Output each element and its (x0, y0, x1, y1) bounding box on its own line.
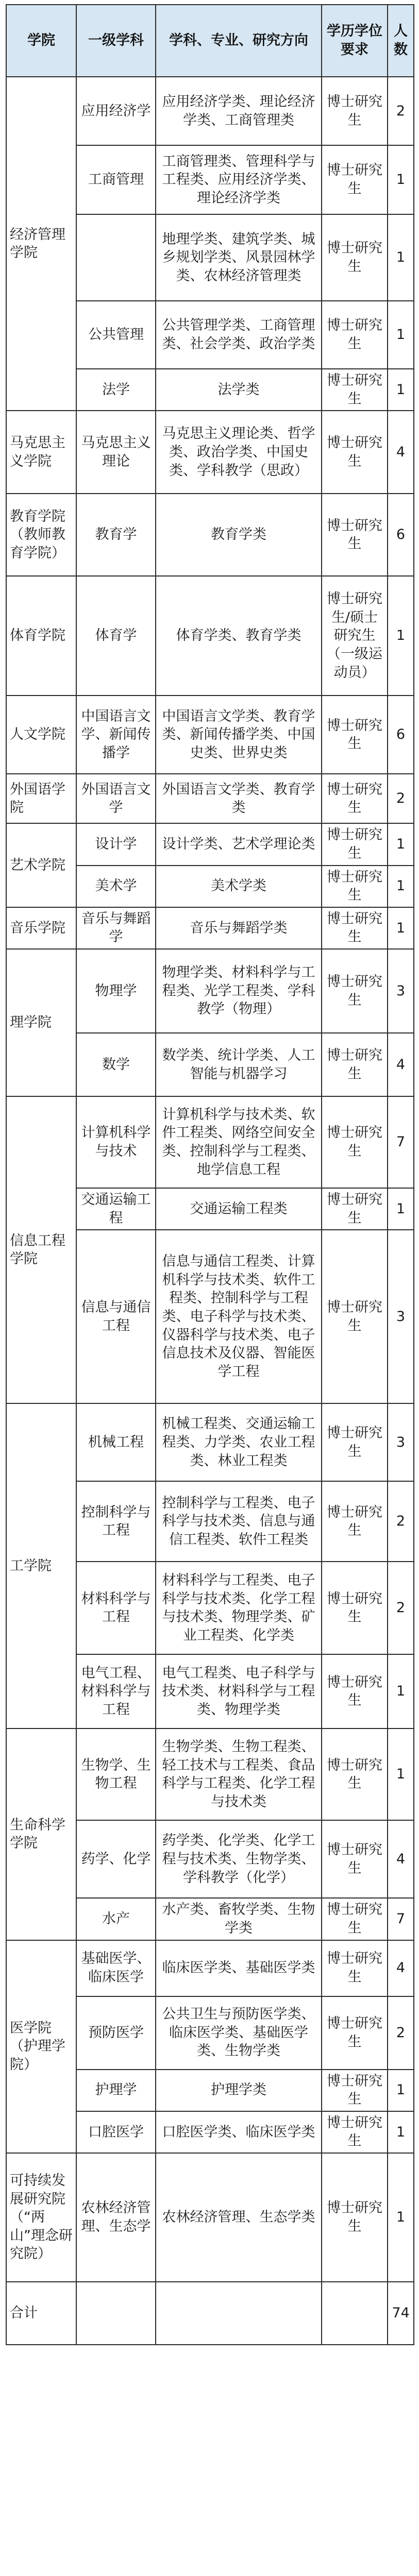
count-cell: 3 (388, 1403, 414, 1481)
college-cell: 外国语学院 (6, 774, 76, 823)
discipline-cell: 工商管理 (76, 145, 156, 214)
count-cell: 1 (388, 214, 414, 301)
direction-cell: 公共管理学类、工商管理类、社会学类、政治学类 (156, 301, 322, 369)
college-cell: 可持续发展研究院（“两山”理念研究院） (6, 2153, 76, 2282)
count-cell: 4 (388, 1820, 414, 1898)
count-cell: 1 (388, 823, 414, 865)
recruitment-table (6, 4, 414, 2345)
direction-cell: 水产类、畜牧学类、生物学类 (156, 1898, 322, 1940)
direction-cell: 材料科学与工程类、电子科学与技术类、化学工程与技术类、物理学类、矿业工程类、化学类 (156, 1562, 322, 1654)
direction-cell: 控制科学与工程类、电子科学与技术类、信息与通信工程类、软件工程类 (156, 1481, 322, 1562)
discipline-cell: 中国语言文学、新闻传播学 (76, 696, 156, 774)
college-cell: 艺术学院 (6, 823, 76, 907)
direction-cell: 公共卫生与预防医学类、临床医学类、基础医学类、生物学类 (156, 1996, 322, 2070)
direction-cell: 交通运输工程类 (156, 1188, 322, 1230)
degree-cell: 博士研究生 (322, 301, 388, 369)
degree-cell: 博士研究生 (322, 1820, 388, 1898)
direction-cell: 生物学类、生物工程类、轻工技术与工程类、食品科学与工程类、化学工程与技术类 (156, 1728, 322, 1820)
count-cell: 4 (388, 411, 414, 494)
college-cell: 音乐学院 (6, 907, 76, 949)
degree-cell: 博士研究生/硕士研究生（一级运动员） (322, 576, 388, 696)
degree-cell: 博士研究生 (322, 2111, 388, 2153)
table-row (6, 907, 414, 949)
direction-cell: 应用经济学类、理论经济学类、工商管理类 (156, 77, 322, 145)
table-row (6, 494, 414, 576)
discipline-cell: 马克思主义理论 (76, 411, 156, 494)
discipline-cell: 护理学 (76, 2070, 156, 2111)
discipline-cell: 材料科学与工程 (76, 1562, 156, 1654)
count-cell: 6 (388, 696, 414, 774)
degree-cell: 博士研究生 (322, 1898, 388, 1940)
degree-cell: 博士研究生 (322, 1188, 388, 1230)
table-row (6, 576, 414, 696)
discipline-cell (76, 214, 156, 301)
count-cell: 1 (388, 2153, 414, 2282)
degree-cell: 博士研究生 (322, 411, 388, 494)
count-cell: 2 (388, 1481, 414, 1562)
discipline-cell: 药学、化学 (76, 1820, 156, 1898)
total-empty-cell (156, 2282, 322, 2345)
degree-cell: 博士研究生 (322, 1096, 388, 1188)
college-cell: 人文学院 (6, 696, 76, 774)
count-cell: 2 (388, 1562, 414, 1654)
total-label: 合计 (6, 2282, 76, 2345)
count-cell: 1 (388, 2111, 414, 2153)
direction-cell: 口腔医学类、临床医学类 (156, 2111, 322, 2153)
degree-cell: 博士研究生 (322, 1728, 388, 1820)
direction-cell: 农林经济管理、生态学类 (156, 2153, 322, 2282)
count-cell: 7 (388, 1096, 414, 1188)
count-cell: 1 (388, 2070, 414, 2111)
direction-cell: 机械工程类、交通运输工程类、力学类、农业工程类、林业工程类 (156, 1403, 322, 1481)
degree-cell: 博士研究生 (322, 1996, 388, 2070)
direction-cell: 外国语言文学类、教育学类 (156, 774, 322, 823)
discipline-cell: 教育学 (76, 494, 156, 576)
count-cell: 3 (388, 949, 414, 1033)
discipline-cell: 控制科学与工程 (76, 1481, 156, 1562)
header-degree: 学历学位要求 (322, 5, 388, 77)
count-cell: 7 (388, 1898, 414, 1940)
direction-cell: 电气工程类、电子科学与技术类、材料科学与工程类、物理学类 (156, 1654, 322, 1728)
table-row (6, 1728, 414, 1820)
total-value: 74 (388, 2282, 414, 2345)
degree-cell: 博士研究生 (322, 145, 388, 214)
direction-cell: 法学类 (156, 369, 322, 411)
count-cell: 4 (388, 1940, 414, 1996)
discipline-cell: 计算机科学与技术 (76, 1096, 156, 1188)
discipline-cell: 体育学 (76, 576, 156, 696)
direction-cell: 体育学类、教育学类 (156, 576, 322, 696)
degree-cell: 博士研究生 (322, 2070, 388, 2111)
count-cell: 1 (388, 1188, 414, 1230)
discipline-cell: 生物学、生物工程 (76, 1728, 156, 1820)
table-row (6, 823, 414, 865)
count-cell: 1 (388, 866, 414, 907)
discipline-cell: 物理学 (76, 949, 156, 1033)
table-header-row (6, 5, 414, 77)
degree-cell: 博士研究生 (322, 1562, 388, 1654)
table-row (6, 411, 414, 494)
discipline-cell: 机械工程 (76, 1403, 156, 1481)
table-row (6, 774, 414, 823)
header-discipline: 一级学科 (76, 5, 156, 77)
count-cell: 3 (388, 1230, 414, 1403)
college-cell: 教育学院（教师教育学院） (6, 494, 76, 576)
discipline-cell: 基础医学、临床医学 (76, 1940, 156, 1996)
table-body (6, 77, 414, 2282)
direction-cell: 计算机科学与技术类、软件工程类、网络空间安全类、控制科学与工程类、地学信息工程 (156, 1096, 322, 1188)
direction-cell: 音乐与舞蹈学类 (156, 907, 322, 949)
count-cell: 1 (388, 369, 414, 411)
degree-cell: 博士研究生 (322, 1654, 388, 1728)
direction-cell: 教育学类 (156, 494, 322, 576)
total-row (6, 2282, 414, 2345)
college-cell: 医学院（护理学院） (6, 1940, 76, 2154)
count-cell: 1 (388, 1654, 414, 1728)
direction-cell: 数学类、统计学类、人工智能与机器学习 (156, 1033, 322, 1096)
degree-cell: 博士研究生 (322, 1230, 388, 1403)
discipline-cell: 法学 (76, 369, 156, 411)
degree-cell: 博士研究生 (322, 696, 388, 774)
degree-cell: 博士研究生 (322, 907, 388, 949)
direction-cell: 药学类、化学类、化学工程与技术类、生物学类、学科教学（化学） (156, 1820, 322, 1898)
header-count: 人数 (388, 5, 414, 77)
discipline-cell: 农林经济管理、生态学 (76, 2153, 156, 2282)
direction-cell: 设计学类、艺术学理论类 (156, 823, 322, 865)
discipline-cell: 外国语言文学 (76, 774, 156, 823)
count-cell: 2 (388, 774, 414, 823)
college-cell: 体育学院 (6, 576, 76, 696)
table-row (6, 696, 414, 774)
college-cell: 经济管理学院 (6, 77, 76, 411)
degree-cell: 博士研究生 (322, 1481, 388, 1562)
direction-cell: 工商管理类、管理科学与工程类、应用经济学类、理论经济学类 (156, 145, 322, 214)
discipline-cell: 公共管理 (76, 301, 156, 369)
degree-cell: 博士研究生 (322, 949, 388, 1033)
degree-cell: 博士研究生 (322, 774, 388, 823)
degree-cell: 博士研究生 (322, 1403, 388, 1481)
table-row (6, 949, 414, 1033)
table-row (6, 1403, 414, 1481)
degree-cell: 博士研究生 (322, 823, 388, 865)
direction-cell: 地理学类、建筑学类、城乡规划学类、风景园林学类、农林经济管理类 (156, 214, 322, 301)
discipline-cell: 信息与通信工程 (76, 1230, 156, 1403)
discipline-cell: 应用经济学 (76, 77, 156, 145)
header-college: 学院 (6, 5, 76, 77)
direction-cell: 美术学类 (156, 866, 322, 907)
discipline-cell: 设计学 (76, 823, 156, 865)
college-cell: 信息工程学院 (6, 1096, 76, 1403)
count-cell: 4 (388, 1033, 414, 1096)
table-row (6, 77, 414, 145)
degree-cell: 博士研究生 (322, 866, 388, 907)
direction-cell: 信息与通信工程类、计算机科学与技术类、软件工程类、控制科学与工程类、电子科学与技术类、仪器科学与技术类、电子信息技术及仪器、智能医学工程 (156, 1230, 322, 1403)
degree-cell: 博士研究生 (322, 1940, 388, 1996)
direction-cell: 中国语言文学类、教育学类、新闻传播学类、中国史类、世界史类 (156, 696, 322, 774)
degree-cell: 博士研究生 (322, 1033, 388, 1096)
discipline-cell: 数学 (76, 1033, 156, 1096)
table-row (6, 2153, 414, 2282)
table-row (6, 1940, 414, 1996)
degree-cell: 博士研究生 (322, 369, 388, 411)
direction-cell: 物理学类、材料科学与工程类、光学工程类、学科教学（物理） (156, 949, 322, 1033)
count-cell: 1 (388, 1728, 414, 1820)
count-cell: 1 (388, 576, 414, 696)
direction-cell: 护理学类 (156, 2070, 322, 2111)
discipline-cell: 电气工程、材料科学与工程 (76, 1654, 156, 1728)
discipline-cell: 预防医学 (76, 1996, 156, 2070)
degree-cell: 博士研究生 (322, 494, 388, 576)
table-row (6, 1096, 414, 1188)
header-direction: 学科、专业、研究方向 (156, 5, 322, 77)
college-cell: 理学院 (6, 949, 76, 1096)
count-cell: 2 (388, 1996, 414, 2070)
college-cell: 工学院 (6, 1403, 76, 1728)
count-cell: 1 (388, 145, 414, 214)
direction-cell: 临床医学类、基础医学类 (156, 1940, 322, 1996)
total-empty-cell (76, 2282, 156, 2345)
degree-cell: 博士研究生 (322, 77, 388, 145)
count-cell: 2 (388, 77, 414, 145)
degree-cell: 博士研究生 (322, 2153, 388, 2282)
discipline-cell: 水产 (76, 1898, 156, 1940)
count-cell: 1 (388, 907, 414, 949)
discipline-cell: 美术学 (76, 866, 156, 907)
direction-cell: 马克思主义理论类、哲学类、政治学类、中国史类、学科教学（思政） (156, 411, 322, 494)
discipline-cell: 音乐与舞蹈学 (76, 907, 156, 949)
total-empty-cell (322, 2282, 388, 2345)
degree-cell: 博士研究生 (322, 214, 388, 301)
discipline-cell: 交通运输工程 (76, 1188, 156, 1230)
college-cell: 马克思主义学院 (6, 411, 76, 494)
discipline-cell: 口腔医学 (76, 2111, 156, 2153)
college-cell: 生命科学学院 (6, 1728, 76, 1940)
count-cell: 1 (388, 301, 414, 369)
count-cell: 6 (388, 494, 414, 576)
